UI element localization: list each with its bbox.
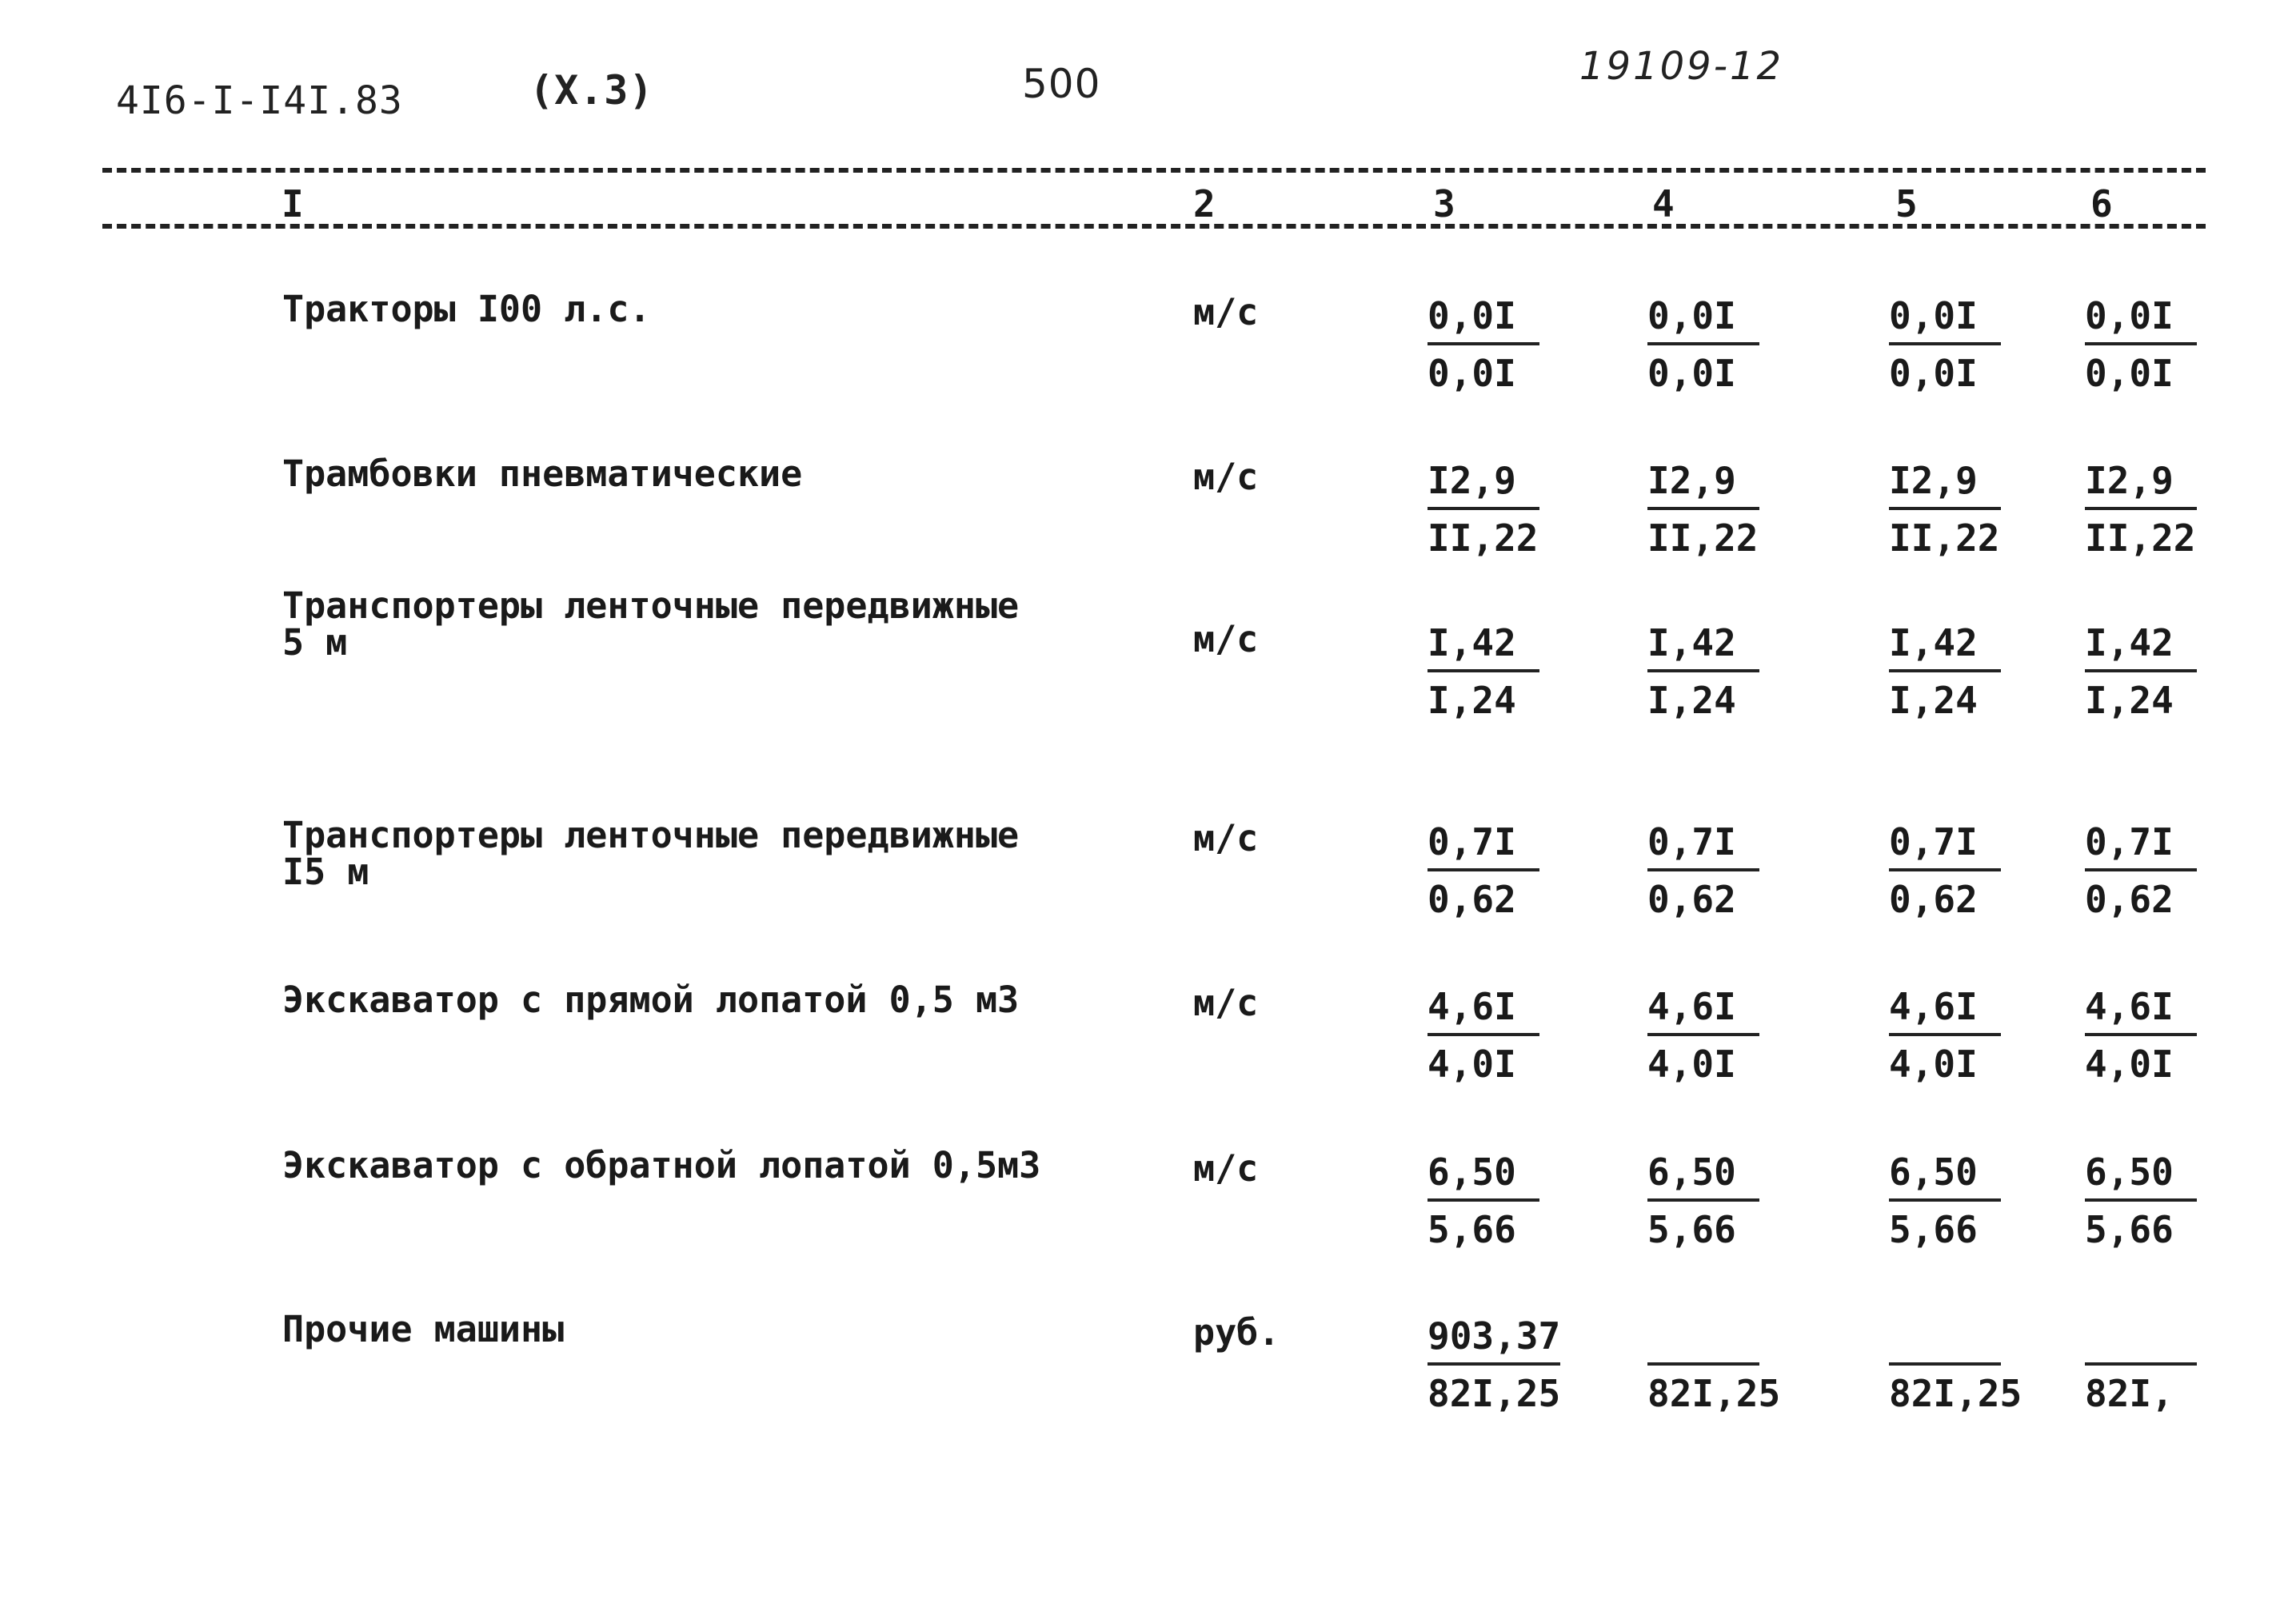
value-numerator: 4,6I (2085, 982, 2197, 1036)
value-numerator: 0,7I (1889, 817, 2001, 871)
value-denominator: I,24 (2085, 679, 2174, 722)
value-cell-col-5 (1889, 1311, 2022, 1418)
row-resource-name (282, 288, 1082, 330)
value-cell-col-6 (2085, 982, 2197, 1089)
value-denominator: 5,66 (1647, 1208, 1736, 1251)
value-denominator: I,24 (1428, 679, 1516, 722)
value-denominator: 5,66 (1889, 1208, 1978, 1251)
value-numerator: 4,6I (1889, 982, 2001, 1036)
row-name-line-2: 5 м (282, 621, 348, 664)
value-cell-col-3 (1428, 1147, 1539, 1254)
value-cell-col-3 (1428, 982, 1539, 1089)
value-denominator: 4,0I (1428, 1043, 1516, 1086)
value-cell-col-3 (1428, 1311, 1560, 1418)
row-resource-name (282, 979, 1082, 1021)
column-number-2: 2 (1193, 182, 1216, 225)
value-cell-col-3 (1428, 817, 1539, 924)
value-denominator: 0,62 (1428, 878, 1516, 921)
value-cell-col-5 (1889, 982, 2001, 1089)
row-unit: руб. (1193, 1311, 1280, 1354)
value-denominator: II,22 (1428, 516, 1539, 560)
column-number-6: 6 (2090, 182, 2113, 225)
value-numerator: 0,7I (1647, 817, 1759, 871)
column-number-1: I (282, 182, 304, 225)
value-numerator: I,42 (1428, 618, 1539, 672)
value-denominator: 0,62 (2085, 878, 2174, 921)
value-cell-col-4 (1647, 456, 1759, 563)
value-denominator: 82I,25 (1428, 1372, 1561, 1415)
value-cell-col-5 (1889, 291, 2001, 398)
value-denominator: II,22 (2085, 516, 2196, 560)
value-numerator (1647, 1311, 1759, 1366)
value-numerator: 0,0I (1428, 291, 1539, 345)
value-denominator: 82I, (2085, 1372, 2174, 1415)
value-numerator: 0,0I (1889, 291, 2001, 345)
value-numerator: 6,50 (1889, 1147, 2001, 1202)
table-header-top-rule (102, 168, 2206, 173)
value-numerator: I2,9 (1889, 456, 2001, 510)
row-unit: м/с (1193, 982, 1259, 1024)
row-resource-name (282, 1308, 1082, 1350)
value-numerator: 6,50 (1647, 1147, 1759, 1202)
value-denominator: 4,0I (1647, 1043, 1736, 1086)
column-number-5: 5 (1895, 182, 1918, 225)
value-denominator: 0,62 (1647, 878, 1736, 921)
value-cell-col-6 (2085, 817, 2197, 924)
document-code: 4I6-I-I4I.83 (116, 78, 403, 123)
row-unit: м/с (1193, 291, 1259, 333)
value-cell-col-4 (1647, 1311, 1780, 1418)
value-denominator: I,24 (1647, 679, 1736, 722)
value-numerator: I,42 (2085, 618, 2197, 672)
row-name-line-1: Экскаватор с прямой лопатой 0,5 м3 (282, 979, 1020, 1021)
value-cell-col-5 (1889, 817, 2001, 924)
value-denominator: 82I,25 (1889, 1372, 2022, 1415)
value-denominator: II,22 (1889, 516, 2000, 560)
value-numerator: I2,9 (2085, 456, 2197, 510)
value-cell-col-5 (1889, 1147, 2001, 1254)
value-numerator: I2,9 (1647, 456, 1759, 510)
value-cell-col-6 (2085, 1311, 2197, 1418)
value-denominator: I,24 (1889, 679, 1978, 722)
value-cell-col-3 (1428, 291, 1539, 398)
value-denominator: 82I,25 (1647, 1372, 1781, 1415)
row-unit: м/с (1193, 456, 1259, 498)
value-denominator: II,22 (1647, 516, 1759, 560)
value-numerator: 4,6I (1428, 982, 1539, 1036)
value-cell-col-4 (1647, 291, 1759, 398)
value-numerator: I,42 (1889, 618, 2001, 672)
row-name-line-1: Прочие машины (282, 1308, 565, 1350)
value-denominator: 0,0I (1428, 352, 1516, 395)
row-unit: м/с (1193, 618, 1259, 660)
value-numerator: 0,0I (2085, 291, 2197, 345)
column-number-3: 3 (1433, 182, 1455, 225)
value-cell-col-5 (1889, 618, 2001, 725)
row-name-line-2: I5 м (282, 851, 369, 893)
row-name-line-1: Тракторы I00 л.с. (282, 288, 651, 330)
value-denominator: 0,0I (2085, 352, 2174, 395)
section-reference: (X.3) (529, 67, 654, 114)
value-numerator: 4,6I (1647, 982, 1759, 1036)
page-number: 500 (1022, 61, 1101, 107)
value-numerator: 0,7I (1428, 817, 1539, 871)
row-name-line-1: Транспортеры ленточные передвижные (282, 584, 1020, 627)
value-numerator (2085, 1311, 2197, 1366)
value-cell-col-6 (2085, 291, 2197, 398)
row-resource-name (282, 584, 1082, 664)
value-denominator: 4,0I (1889, 1043, 1978, 1086)
value-numerator: I2,9 (1428, 456, 1539, 510)
value-cell-col-6 (2085, 456, 2197, 563)
row-name-line-1: Транспортеры ленточные передвижные (282, 814, 1020, 856)
value-cell-col-5 (1889, 456, 2001, 563)
column-number-4: 4 (1652, 182, 1675, 225)
row-name-line-1: Экскаватор с обратной лопатой 0,5м3 (282, 1144, 1041, 1186)
value-numerator: 903,37 (1428, 1311, 1560, 1366)
value-denominator: 4,0I (2085, 1043, 2174, 1086)
value-cell-col-6 (2085, 1147, 2197, 1254)
value-numerator: 0,0I (1647, 291, 1759, 345)
row-resource-name (282, 453, 1082, 495)
value-denominator: 0,0I (1647, 352, 1736, 395)
value-numerator: 6,50 (1428, 1147, 1539, 1202)
row-name-line-1: Трамбовки пневматические (282, 453, 803, 495)
value-denominator: 5,66 (2085, 1208, 2174, 1251)
value-numerator: 0,7I (2085, 817, 2197, 871)
row-unit: м/с (1193, 817, 1259, 859)
value-denominator: 0,0I (1889, 352, 1978, 395)
value-cell-col-4 (1647, 1147, 1759, 1254)
row-unit: м/с (1193, 1147, 1259, 1190)
value-cell-col-3 (1428, 618, 1539, 725)
value-cell-col-4 (1647, 618, 1759, 725)
value-cell-col-4 (1647, 982, 1759, 1089)
value-denominator: 5,66 (1428, 1208, 1516, 1251)
row-resource-name (282, 1144, 1082, 1186)
value-cell-col-3 (1428, 456, 1539, 563)
table-header-bottom-rule (102, 224, 2206, 229)
value-numerator: I,42 (1647, 618, 1759, 672)
value-numerator: 6,50 (2085, 1147, 2197, 1202)
value-cell-col-6 (2085, 618, 2197, 725)
row-resource-name (282, 814, 1082, 893)
value-numerator (1889, 1311, 2001, 1366)
handwritten-sheet-reference: 19109-12 (1579, 44, 1784, 89)
value-cell-col-4 (1647, 817, 1759, 924)
value-denominator: 0,62 (1889, 878, 1978, 921)
